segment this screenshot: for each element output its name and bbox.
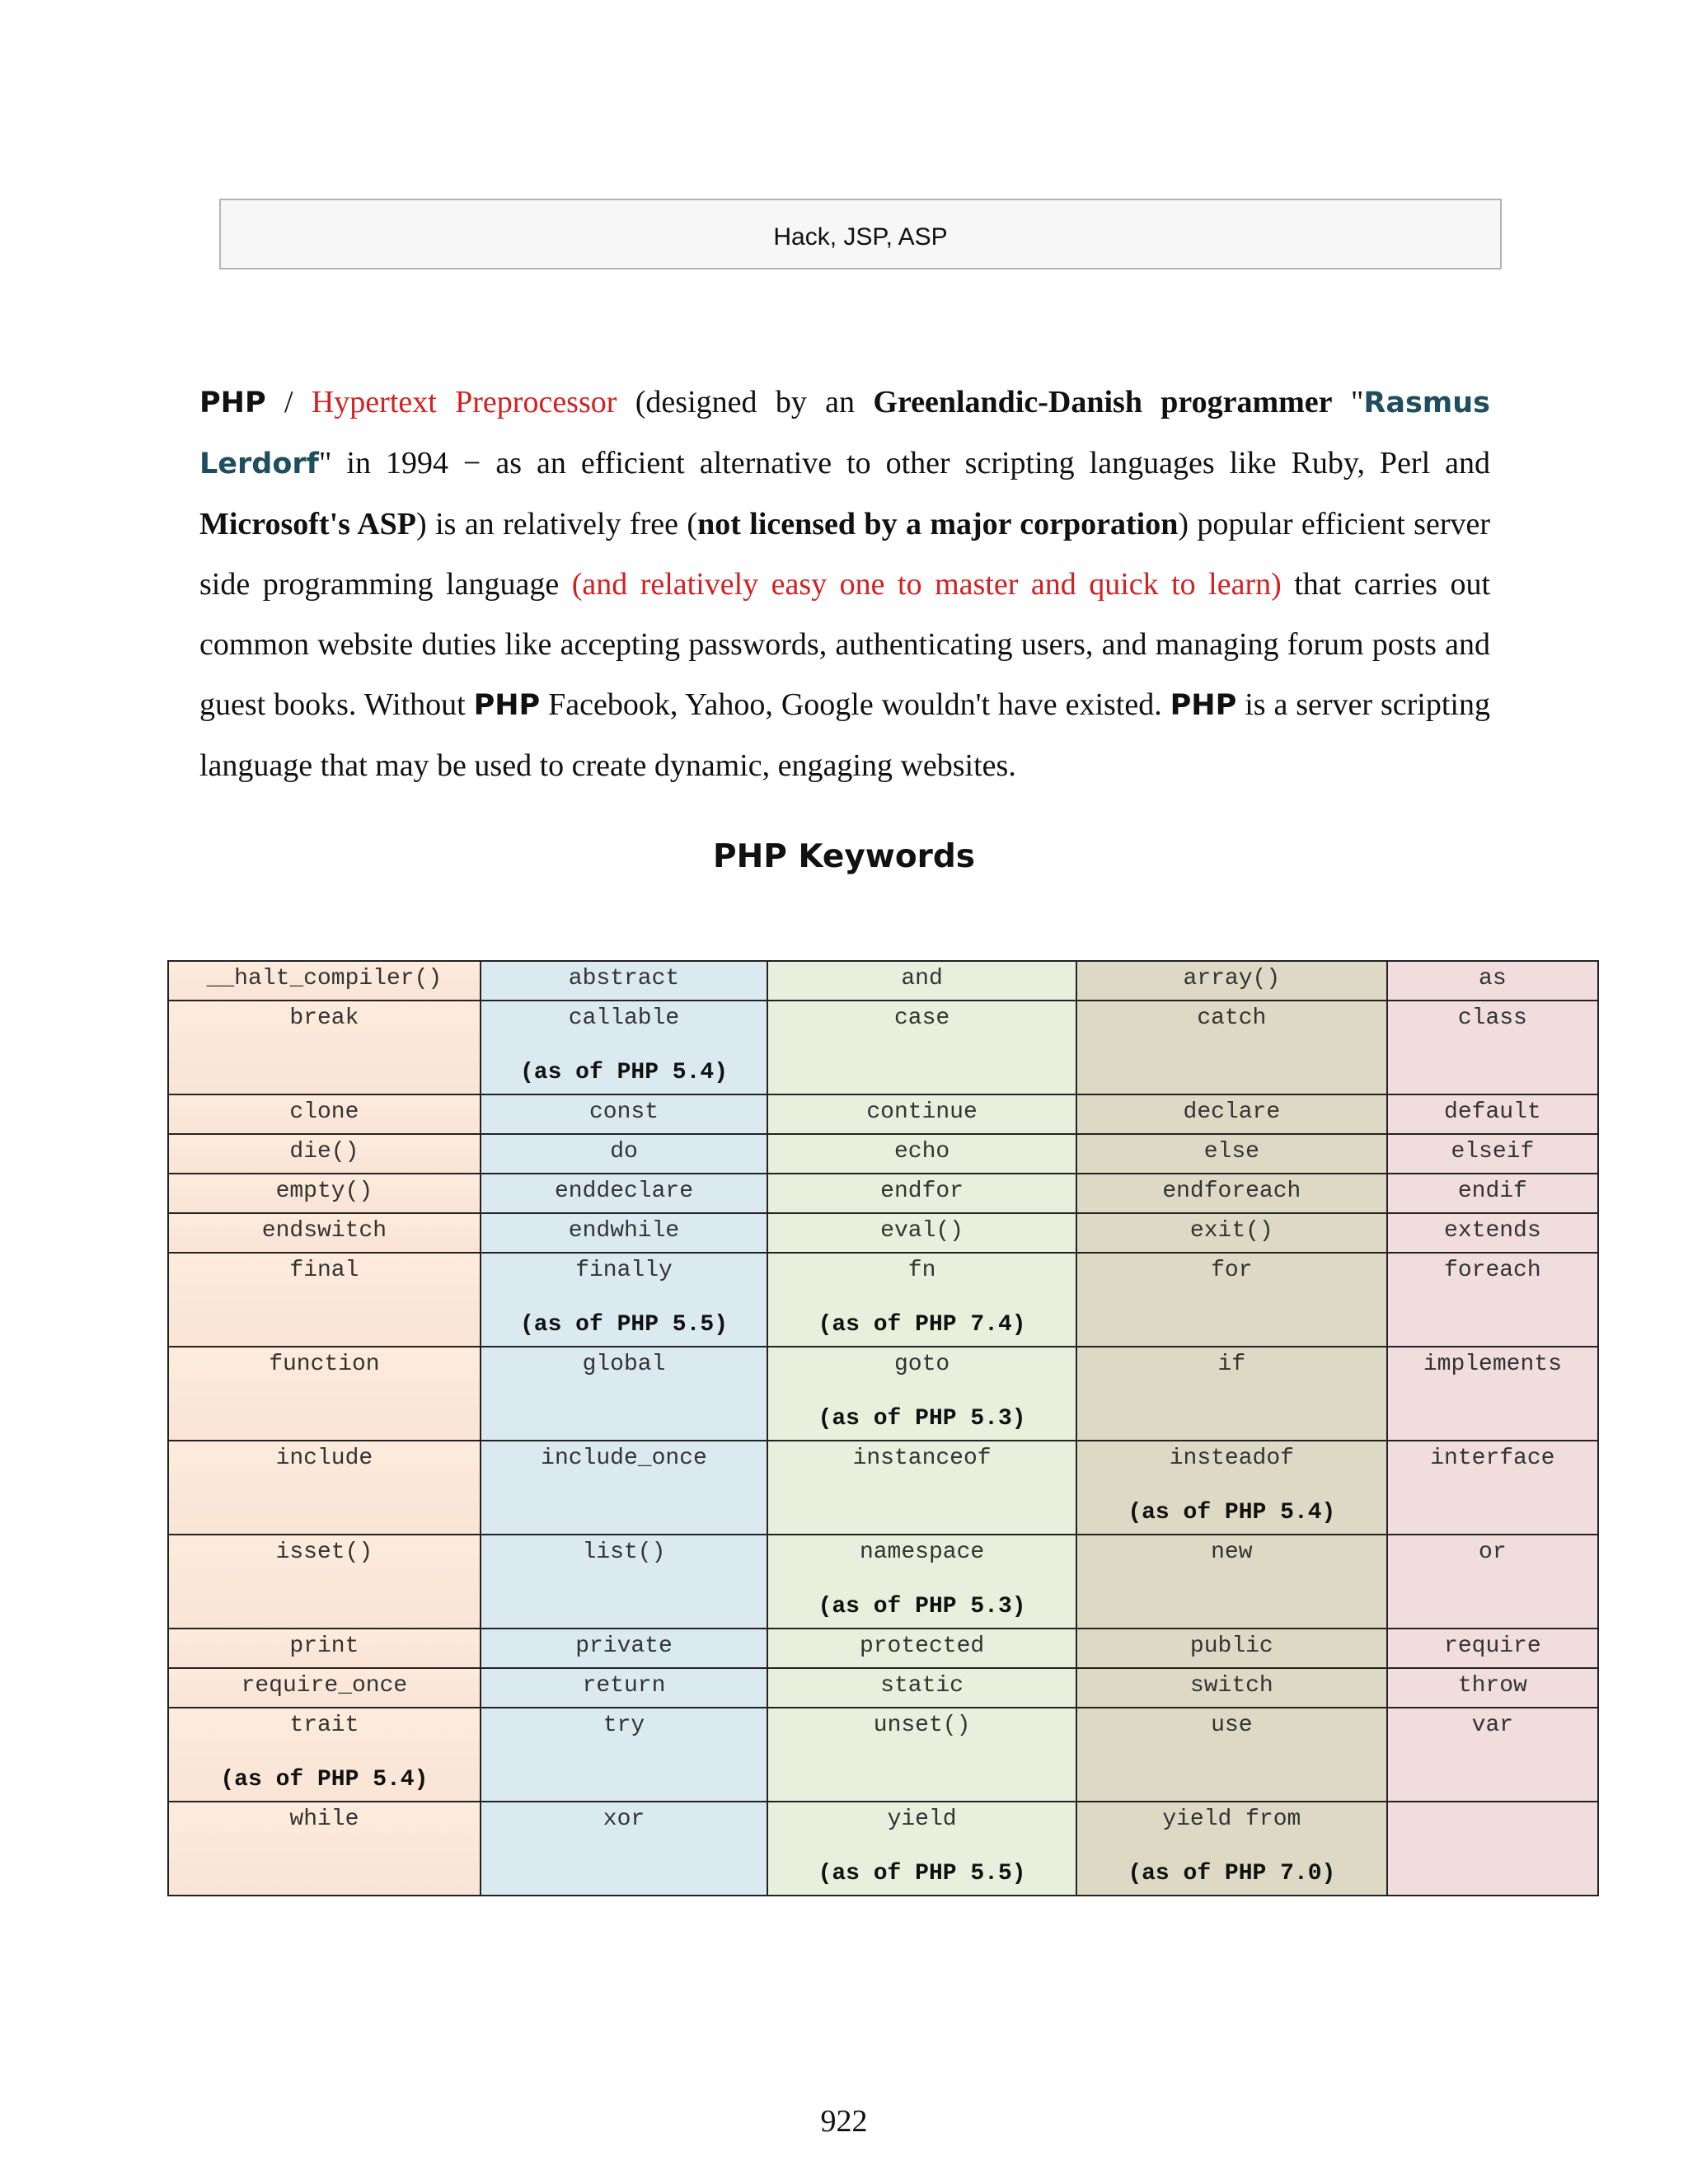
intro-text-8: is a server scripting language that may be used to create dynamic, engaging websites.: [199, 687, 1490, 783]
keyword: trait: [289, 1713, 359, 1738]
keyword: switch: [1189, 1673, 1273, 1699]
keyword: finally: [575, 1258, 673, 1283]
keyword: use: [1211, 1713, 1253, 1738]
keyword-cell: [481, 1174, 767, 1213]
keyword-cell: [1387, 1253, 1598, 1347]
keyword: endwhile: [568, 1218, 680, 1244]
keyword: echo: [893, 1139, 950, 1165]
keyword: isset(): [275, 1540, 373, 1565]
page-number: 922: [820, 2104, 868, 2139]
keyword-cell: [767, 1708, 1076, 1802]
php-term: PHP: [199, 387, 266, 419]
keyword-cell: [168, 1213, 481, 1253]
keyword-cell: [481, 1708, 767, 1802]
keyword: case: [893, 1005, 950, 1031]
keyword: unset(): [873, 1713, 971, 1738]
keyword-cell: [481, 961, 767, 1001]
keyword: abstract: [568, 966, 680, 991]
keyword: interface: [1430, 1446, 1555, 1471]
keyword: endfor: [880, 1179, 964, 1204]
keyword: break: [289, 1005, 359, 1031]
keyword: enddeclare: [554, 1179, 694, 1204]
version-note: (as of PHP 5.3): [818, 1594, 1026, 1619]
keyword-cell: [481, 1347, 767, 1441]
keyword: __halt_compiler(): [206, 966, 443, 991]
version-note: (as of PHP 5.5): [519, 1312, 729, 1338]
keyword-cell: [767, 1535, 1076, 1629]
intro-text-3: " in 1994 − as an efficient alternative to other scripting languages like Ruby, Perl and: [318, 446, 1490, 480]
keyword: public: [1189, 1633, 1273, 1659]
keyword-cell: [1076, 1708, 1387, 1802]
keyword-cell: [1076, 1213, 1387, 1253]
keyword-cell: [1076, 1253, 1387, 1347]
table-row: [168, 1802, 1598, 1896]
intro-slash: /: [265, 385, 312, 419]
keyword: default: [1444, 1099, 1541, 1125]
keyword: try: [603, 1713, 645, 1738]
keyword: print: [289, 1633, 359, 1659]
keyword-cell: [481, 1094, 767, 1134]
keyword-cell: [481, 1134, 767, 1174]
keyword-cell: [168, 1535, 481, 1629]
keyword: const: [588, 1099, 659, 1125]
version-note: (as of PHP 5.3): [818, 1406, 1026, 1432]
keyword: final: [289, 1258, 359, 1283]
version-note: (as of PHP 5.5): [818, 1861, 1026, 1886]
keyword-cell: [1387, 961, 1598, 1001]
intro-text-5: ) popular efficient server side programming language: [199, 507, 1491, 602]
keyword: if: [1217, 1352, 1246, 1377]
table-row: [168, 1094, 1598, 1134]
table-row: [168, 1629, 1598, 1668]
keyword-cell: [168, 1001, 481, 1094]
hypertext-preprocessor: Hypertext Preprocessor: [311, 385, 617, 419]
keyword: endswitch: [261, 1218, 387, 1244]
version-note: (as of PHP 5.4): [1128, 1500, 1336, 1526]
keyword: namespace: [859, 1540, 985, 1565]
keyword: eval(): [880, 1218, 964, 1244]
keyword: return: [582, 1673, 666, 1699]
keyword-cell: [1387, 1001, 1598, 1094]
keyword: yield from: [1162, 1807, 1301, 1832]
keyword: endif: [1457, 1179, 1527, 1204]
keyword: throw: [1457, 1673, 1527, 1699]
keyword-cell: [1076, 1134, 1387, 1174]
keyword-cell: [1076, 1668, 1387, 1708]
keyword-cell: [767, 1134, 1076, 1174]
keyword-cell: [168, 1708, 481, 1802]
keyword-cell: [767, 1802, 1076, 1896]
keyword: protected: [859, 1633, 985, 1659]
keyword: yield: [887, 1807, 957, 1832]
intro-paragraph: [199, 373, 1490, 796]
php-term-2: PHP: [473, 689, 541, 722]
keyword: new: [1211, 1540, 1253, 1565]
keywords-table: [167, 960, 1599, 1896]
running-header: [219, 199, 1502, 269]
version-note: (as of PHP 5.4): [220, 1767, 429, 1793]
keyword: for: [1211, 1258, 1253, 1283]
keyword-cell: [1076, 1347, 1387, 1441]
keyword: empty(): [275, 1179, 373, 1204]
keyword-cell: [1387, 1708, 1598, 1802]
table-row: [168, 1708, 1598, 1802]
keyword: xor: [603, 1807, 645, 1832]
keyword: instanceof: [852, 1446, 992, 1471]
keyword-cell: [1387, 1134, 1598, 1174]
keyword: exit(): [1189, 1218, 1273, 1244]
table-row: [168, 1174, 1598, 1213]
php-term-3: PHP: [1170, 689, 1237, 722]
keyword: insteadof: [1169, 1446, 1294, 1471]
keyword: as: [1479, 966, 1507, 991]
keyword: require: [1444, 1633, 1541, 1659]
table-row: [168, 1441, 1598, 1535]
keyword: do: [610, 1139, 638, 1165]
microsoft-asp: Microsoft's ASP: [199, 507, 417, 541]
keyword-cell: [767, 1253, 1076, 1347]
keyword-cell: [481, 1213, 767, 1253]
table-row: [168, 1668, 1598, 1708]
keyword: var: [1471, 1713, 1514, 1738]
keyword: continue: [866, 1099, 978, 1125]
keyword-cell: [168, 1094, 481, 1134]
keyword: and: [901, 966, 943, 991]
keyword-cell: [1076, 1001, 1387, 1094]
keyword-cell: [1387, 1174, 1598, 1213]
keyword: static: [880, 1673, 964, 1699]
keyword-cell: [168, 1134, 481, 1174]
table-row: [168, 1253, 1598, 1347]
keyword: global: [582, 1352, 666, 1377]
keyword-cell: [168, 1174, 481, 1213]
keyword-cell: [767, 1001, 1076, 1094]
keyword: elseif: [1451, 1139, 1535, 1165]
keyword: include: [275, 1446, 373, 1471]
author-name: Rasmus Lerdorf: [199, 387, 1490, 480]
table-row: [168, 1535, 1598, 1629]
keyword-cell: [168, 1802, 481, 1896]
keyword: extends: [1444, 1218, 1541, 1244]
keyword: class: [1457, 1005, 1527, 1031]
keyword-cell: [481, 1802, 767, 1896]
keyword-cell: [767, 1629, 1076, 1668]
easy-to-learn: (and relatively easy one to master and quick to learn): [571, 567, 1282, 602]
table-row: [168, 1347, 1598, 1441]
keyword-cell: [481, 1441, 767, 1535]
keyword-cell: [767, 1347, 1076, 1441]
keyword: fn: [907, 1258, 936, 1283]
keyword: endforeach: [1162, 1179, 1301, 1204]
keyword-cell: [481, 1253, 767, 1347]
keyword-cell: [1387, 1347, 1598, 1441]
keyword-cell: [767, 1094, 1076, 1134]
keyword-cell: [168, 1441, 481, 1535]
keyword: clone: [289, 1099, 359, 1125]
version-note: (as of PHP 7.0): [1128, 1861, 1336, 1886]
keyword: include_once: [541, 1446, 707, 1471]
keyword: declare: [1183, 1099, 1281, 1125]
keyword-cell: [1076, 1535, 1387, 1629]
intro-text-1: (designed by an: [617, 385, 874, 419]
not-licensed: not licensed by a major corporation: [697, 507, 1179, 541]
intro-text-7: Facebook, Yahoo, Google wouldn't have existed.: [540, 687, 1170, 722]
keyword-cell: [1076, 961, 1387, 1001]
keyword-cell: [481, 1668, 767, 1708]
keyword-cell: [767, 961, 1076, 1001]
keyword-cell: [481, 1535, 767, 1629]
keyword-cell: [168, 1253, 481, 1347]
keyword: list(): [582, 1540, 666, 1565]
keyword: catch: [1197, 1005, 1267, 1031]
keyword-cell: [168, 1347, 481, 1441]
keyword-cell: [1076, 1629, 1387, 1668]
keyword: private: [575, 1633, 673, 1659]
keyword: while: [289, 1807, 359, 1832]
keyword-cell: [168, 961, 481, 1001]
section-heading: PHP Keywords: [713, 838, 975, 875]
keywords-table-body: [168, 961, 1598, 1896]
keyword-cell: [767, 1174, 1076, 1213]
keyword-cell: [168, 1668, 481, 1708]
intro-text-6: that carries out common website duties like accepting passwords, authenticating users, and managing forum posts and guest books. Without: [199, 567, 1491, 722]
intro-text-4: ) is an relatively free (: [416, 507, 698, 541]
keyword: function: [269, 1352, 380, 1377]
version-note: (as of PHP 5.4): [519, 1060, 729, 1085]
keyword-cell: [767, 1668, 1076, 1708]
table-row: [168, 1213, 1598, 1253]
keyword-cell: [1387, 1629, 1598, 1668]
programmer-origin: Greenlandic-Danish programmer: [873, 385, 1333, 419]
keyword-cell: [767, 1441, 1076, 1535]
keyword-cell: [1076, 1802, 1387, 1896]
keyword: array(): [1183, 966, 1281, 991]
keyword-cell: [1387, 1668, 1598, 1708]
keyword-cell: [1076, 1174, 1387, 1213]
table-row: [168, 961, 1598, 1001]
keyword-cell: [767, 1213, 1076, 1253]
keyword-cell: [1387, 1535, 1598, 1629]
keyword-cell: [481, 1001, 767, 1094]
keyword: require_once: [241, 1673, 408, 1699]
keyword-cell: [1076, 1094, 1387, 1134]
keyword: callable: [568, 1005, 680, 1031]
keyword: die(): [289, 1139, 359, 1165]
keyword-cell: [481, 1629, 767, 1668]
keyword: or: [1479, 1540, 1507, 1565]
running-header-text: Hack, JSP, ASP: [773, 223, 948, 251]
keyword: else: [1203, 1139, 1259, 1165]
keyword: implements: [1423, 1352, 1562, 1377]
keyword-cell: [1387, 1213, 1598, 1253]
keyword-cell: [1387, 1441, 1598, 1535]
table-row: [168, 1001, 1598, 1094]
keyword: goto: [893, 1352, 950, 1377]
version-note: (as of PHP 7.4): [818, 1312, 1026, 1338]
keyword: foreach: [1444, 1258, 1541, 1283]
intro-text-2: ": [1332, 385, 1364, 419]
keyword-cell: [1387, 1802, 1598, 1896]
keyword-cell: [1076, 1441, 1387, 1535]
table-row: [168, 1134, 1598, 1174]
keyword-cell: [1387, 1094, 1598, 1134]
keyword-cell: [168, 1629, 481, 1668]
